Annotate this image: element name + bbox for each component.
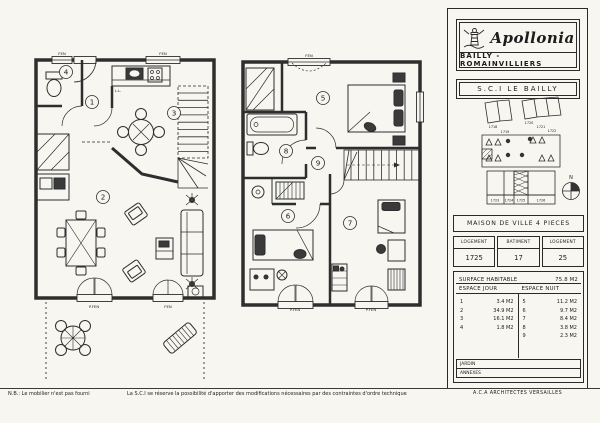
uf-nook (252, 178, 304, 204)
uf-room7-dresser (388, 269, 405, 290)
room-label-1: 1 (89, 97, 95, 107)
uf-room7-door (330, 180, 344, 194)
footer-note-right: La S.C.I se réserve la possibilité d'apporter des modifications nécessaires par des contraintes d'ordre technique (127, 391, 407, 397)
site-plan (452, 95, 586, 213)
toilet-bowl (47, 80, 61, 97)
gf-french-door-left (77, 278, 112, 302)
title-block (447, 8, 588, 389)
gf-side-table (188, 286, 203, 297)
washbasin (252, 186, 264, 198)
lot-label-1725: 1725 (516, 198, 526, 203)
uf-french-door-right (355, 286, 388, 309)
area-row: 1 3.4 M2 (460, 299, 514, 305)
annexes-label: ANNEXES (460, 371, 481, 376)
area-row: 5 11.2 M2 (522, 299, 577, 305)
uf-center-shelf (332, 264, 347, 291)
lot-label-1726: 1726 (536, 198, 546, 203)
lighthouse-icon (461, 26, 487, 50)
room-label-6: 6 (285, 211, 291, 221)
area-row: 6 9.7 M2 (522, 307, 577, 314)
nightstand-2 (393, 136, 405, 145)
lot-header: LOGEMENT (454, 237, 494, 249)
surface-value: 75.8 M2 (555, 277, 578, 283)
pillow-1 (394, 90, 403, 106)
architect-credit: A.C.A ARCHITECTES VERSAILLES (472, 391, 563, 396)
uf-room6-dresser (250, 269, 287, 290)
gf-armchair-2 (122, 259, 146, 282)
uf-window-top (288, 59, 330, 72)
lot-label-1719: 1719 (500, 130, 510, 134)
uf-pfen-label-1: P.FEN (289, 307, 301, 312)
lot-label-1722: 1722 (547, 129, 557, 133)
company-name: S.C.I LE BAILLY (459, 82, 577, 96)
gf-sofa (181, 210, 203, 276)
gf-kitchen-table (118, 109, 165, 156)
toilet-tank-upper (247, 142, 253, 155)
nightstand-1 (393, 73, 405, 82)
gf-fen-label: FEN (164, 304, 172, 309)
gf-window-label-2: FEN (159, 50, 167, 56)
gf-terrace (46, 302, 204, 380)
gf-plant-1 (186, 193, 198, 205)
gf-ll-label: L.L. (114, 88, 122, 93)
room-label-9: 9 (315, 158, 321, 168)
uf-window-label: FEN (305, 52, 313, 58)
pillow-2 (394, 110, 403, 126)
room-label-4: 4 (63, 67, 69, 77)
espace-jour-list (456, 294, 519, 358)
gf-window-kitchen (146, 57, 180, 64)
gf-dining-table (57, 211, 105, 275)
gf-window-top-left (52, 57, 72, 64)
garden-box (456, 359, 581, 378)
upper-floor-plan (236, 48, 426, 312)
brand-name: Apollonia (490, 28, 575, 47)
pillow-4 (382, 203, 400, 211)
uf-bathroom (243, 112, 306, 178)
lot-value: 1725 (465, 253, 483, 262)
area-row: 7 8.4 M2 (522, 316, 577, 323)
gf-closet (37, 134, 69, 170)
jardin-label: JARDIN (460, 361, 476, 367)
espace-nuit-label: ESPACE NUIT (521, 285, 560, 292)
pillow-3 (255, 235, 265, 255)
uf-room6-wall (272, 204, 330, 228)
area-row: 4 1.8 M2 (460, 324, 514, 331)
espace-nuit-list (519, 294, 582, 358)
uf-room7-bed (378, 200, 405, 233)
area-row: 3 16.1 M2 (460, 316, 514, 323)
lot-table (453, 236, 584, 267)
room-label-7: 7 (347, 218, 353, 228)
uf-window-right (417, 92, 424, 122)
apollonia-logo-box (456, 19, 580, 71)
footer-note-left: N.B.: Le mobilier n'est pas fourni (8, 391, 90, 397)
lot-header: BATIMENT (498, 237, 538, 249)
lot-label-1723: 1723 (490, 198, 500, 203)
terrace-table (56, 321, 91, 356)
uf-double-bed (348, 73, 405, 145)
type-box (453, 215, 584, 232)
type-title: MAISON DE VILLE 4 PIECES (467, 220, 570, 227)
espace-jour-label: ESPACE JOUR (459, 285, 498, 292)
terrace-lounger (162, 322, 197, 355)
toilet-bowl-upper (254, 143, 269, 155)
gf-stairs (178, 86, 208, 188)
lot-col-batiment (497, 236, 539, 267)
uf-stairs (344, 150, 420, 180)
uf-room6-bed (253, 230, 313, 260)
lot-label-1724: 1724 (504, 198, 514, 203)
gf-armchair-1 (124, 202, 148, 225)
room-label-8: 8 (283, 146, 289, 156)
lot-header: LOGEMENT (543, 237, 583, 249)
area-row: 2 34.9 M2 (460, 307, 514, 314)
gf-window-label-1: FEN (58, 50, 66, 56)
lot-col-logement-2 (542, 236, 584, 267)
lot-label-1721: 1721 (536, 125, 546, 129)
uf-closet (246, 68, 274, 110)
gf-tv-unit (156, 238, 173, 259)
lot-value: 25 (558, 253, 568, 262)
uf-room7-desk (377, 240, 406, 261)
footer-rule (0, 388, 600, 389)
surface-label: SURFACE HABITABLE (459, 277, 518, 283)
compass-icon (563, 183, 580, 200)
lot-label-1718: 1718 (488, 125, 498, 129)
site-block-top-left (485, 100, 512, 123)
gf-entry-door (74, 57, 96, 83)
lot-col-logement-1 (453, 236, 495, 267)
room-label-3: 3 (171, 108, 177, 118)
compass-n-label: N (569, 175, 573, 181)
city-name: BAILLY - ROMAINVILLIERS (460, 52, 543, 68)
uf-french-door-left (278, 285, 313, 309)
gf-kitchen-counter (112, 66, 170, 86)
gf-french-door-right (153, 280, 183, 302)
surface-table (453, 271, 584, 383)
ground-floor-plan (28, 50, 220, 388)
gf-pfen-label: P.FEN (88, 304, 100, 309)
lot-label-1720: 1720 (524, 121, 534, 125)
area-row: 8 3.8 M2 (522, 324, 577, 331)
site-middle-band (482, 135, 560, 167)
gf-laundry-cabinet (37, 174, 69, 200)
lot-value: 17 (514, 253, 523, 262)
room-label-5: 5 (320, 93, 326, 103)
site-block-top-right (522, 97, 561, 119)
gf-wc-room (36, 60, 82, 126)
desk-chair (377, 245, 386, 254)
uf-pfen-label-2: P.FEN (365, 307, 377, 312)
room-label-2: 2 (100, 192, 106, 202)
area-row: 9 2.3 M2 (522, 333, 577, 340)
